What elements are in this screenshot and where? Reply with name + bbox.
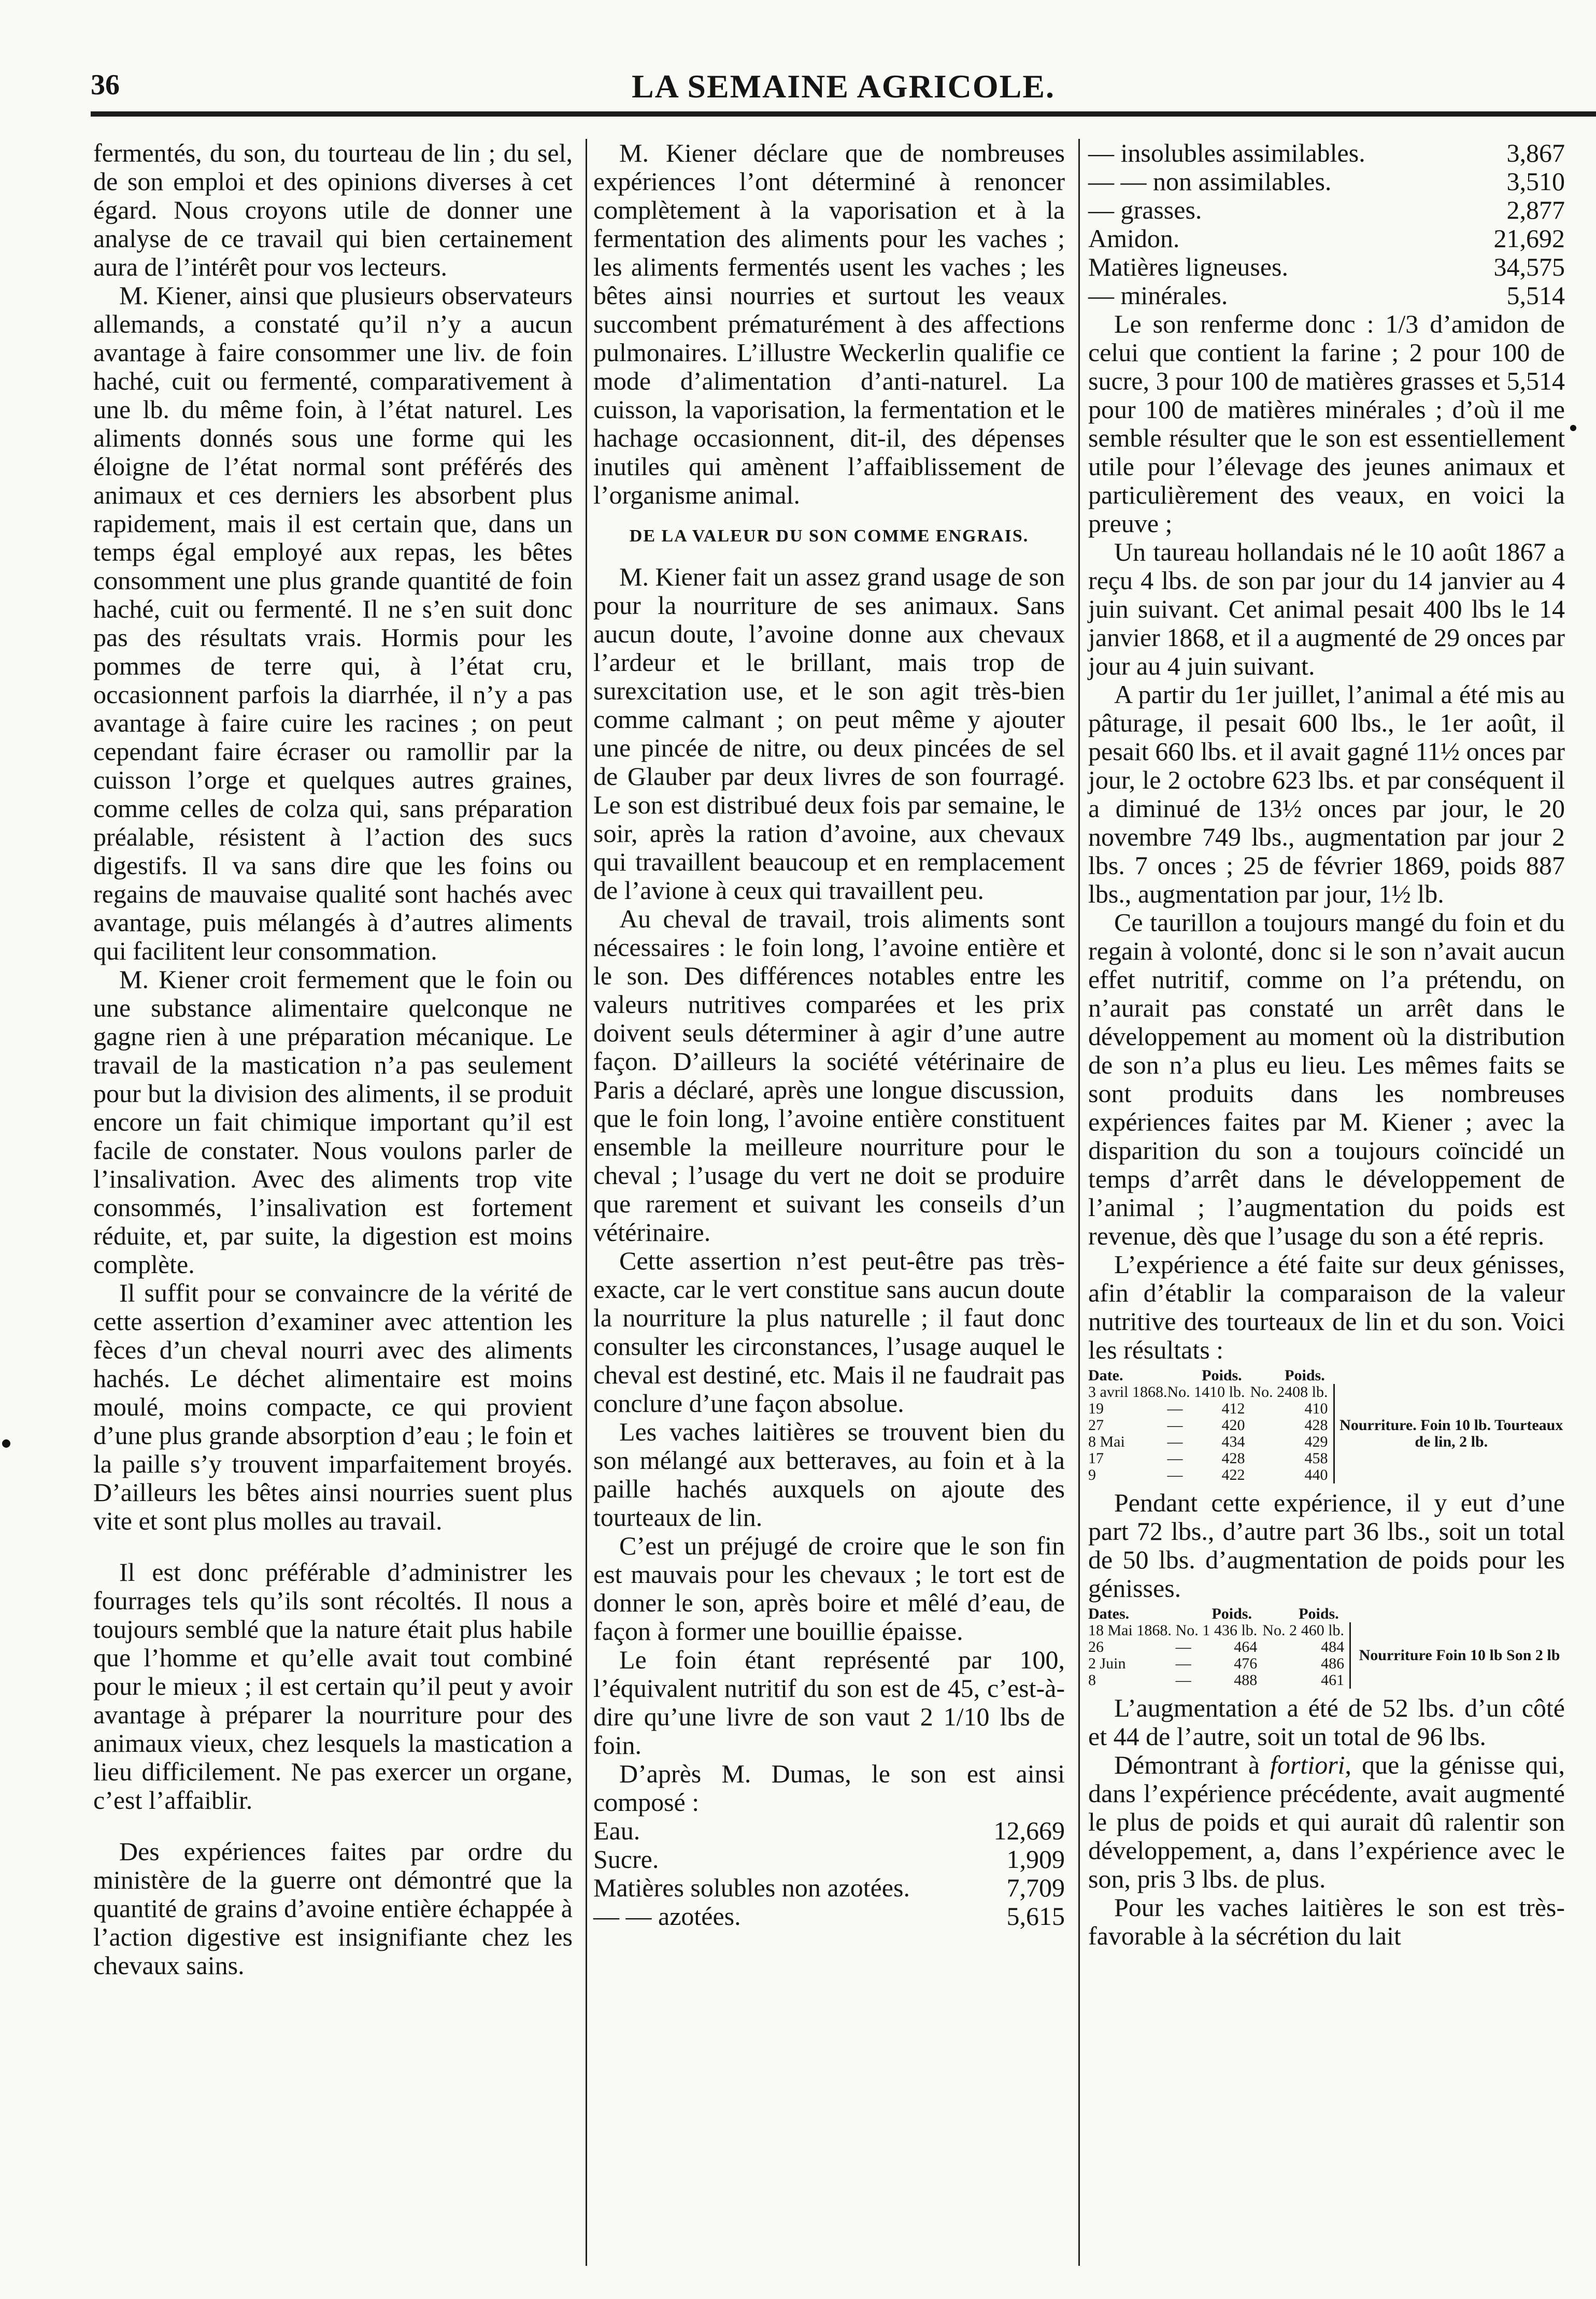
composition-value: 3,510 (1506, 167, 1565, 196)
table-cell: 8 Mai (1088, 1433, 1125, 1450)
table-cell: 410 lb. (1202, 1383, 1245, 1401)
paragraph: M. Kiener croit fermement que le foin ou une substance alimentaire quelconque ne gagne rien à une préparation mécanique. Le travail de la mastication n’a pas seulement pour but la division des aliments, il se produit encore un fait chimique important qu’il est facile de constater. Nous voulons parler de l’insalivation. Avec des aliments trop vite consommés, l’insalivation est fortement réduite, et, par suite, la digestion est moins complète. (93, 965, 573, 1279)
table-cell: No. 1 (1175, 1622, 1210, 1639)
table-cell: No. 2 (1250, 1383, 1285, 1401)
table-cell: — (1175, 1638, 1191, 1655)
table-header: Poids. (1285, 1367, 1325, 1384)
composition-row (593, 1902, 1065, 1931)
composition-label: Matières solubles non azotées. (593, 1873, 910, 1902)
column-1 (93, 139, 573, 1980)
paragraph: M. Kiener fait un assez grand usage de son pour la nourriture de ses animaux. Sans aucun doute, l’avoine donne aux chevaux l’ardeur et le brillant, mais trop de surexcitation use, et le son agit très-bien comme calmant ; on peut même y ajouter une pincée de nitre, ou deux pincées de sel de Glauber par deux livres de son fourragé. Le son est distribué deux fois par semaine, le soir, après la ration d’avoine, aux chevaux qui travaillent beaucoup et en remplacement de l’avione à ceux qui travaillent peu. (593, 562, 1065, 905)
composition-label: — grasses. (1088, 195, 1202, 224)
composition-label: — minérales. (1088, 281, 1228, 310)
table-cell: 464 (1234, 1638, 1258, 1655)
table-cell: — (1175, 1655, 1191, 1672)
paragraph: L’augmentation a été de 52 lbs. d’un côté et 44 de l’autre, soit un total de 96 lbs. (1088, 1693, 1565, 1751)
printer-dot (1570, 425, 1576, 431)
composition-value: 7,709 (1006, 1873, 1065, 1902)
paragraph: Il suffit pour se convaincre de la vérité de cette assertion d’examiner avec attention les fèces d’un cheval nourri avec des aliments hachés. Le déchet alimentaire est moins moulé, moins compacte, ce qui provient d’une plus grande absorption d’eau ; le foin et la paille s’y trouvent imparfaitement broyés. D’ailleurs les bêtes ainsi nourries suent plus vite et sont plus molles au travail. (93, 1278, 573, 1535)
composition-label: — — non assimilables. (1088, 167, 1332, 196)
paragraph: Les vaches laitières se trouvent bien du son mélangé aux betteraves, au foin et à la paille hachés auxquels on ajoute des tourteaux de lin. (593, 1417, 1065, 1532)
table-cell: 408 lb. (1285, 1383, 1328, 1401)
weights-table-2 (1088, 1606, 1565, 1689)
composition-label: Amidon. (1088, 224, 1180, 253)
feed-note: Nourriture Foin 10 lb Son 2 lb (1350, 1622, 1565, 1689)
table-cell: No. 2 (1262, 1622, 1297, 1639)
composition-value: 3,867 (1506, 138, 1565, 167)
table-cell: 436 lb. (1214, 1622, 1258, 1639)
table-cell: — (1167, 1400, 1183, 1417)
table-spacer (1334, 1367, 1565, 1384)
composition-label: — insolubles assimilables. (1088, 138, 1365, 167)
paragraph: fermentés, du son, du tourteau de lin ; du sel, de son emploi et des opinions diverses à cet égard. Nous croyons utile de donner une analyse de ce travail qui bien certainement aura de l’intérêt pour vos lecteurs. (93, 138, 573, 281)
composition-value: 2,877 (1506, 195, 1565, 224)
table-cell: 8 (1088, 1672, 1096, 1689)
table-cell: 27 (1088, 1417, 1104, 1434)
paragraph: Des expériences faites par ordre du ministère de la guerre ont démontré que la quantité de grains d’avoine entière échappée à l’action digestive est insignifiante chez les chevaux sains. (93, 1837, 573, 1980)
table-header: Poids. (1299, 1605, 1339, 1622)
composition-value: 1,909 (1006, 1845, 1065, 1874)
table-header-row (1088, 1606, 1565, 1622)
table-spacer (1262, 1606, 1299, 1622)
paragraph: Au cheval de travail, trois aliments sont nécessaires : le foin long, l’avoine entière et le son. Des différences notables entre les valeurs nutritives comparées et les prix doivent seuls déterminer à agir d’une autre façon. D’ailleurs la société vétérinaire de Paris a déclaré, après une longue discussion, que le foin long, l’avoine entière constituent ensemble la meilleure nourriture pour le cheval ; l’usage du vert ne doit se produire que rarement et suivant les conseils d’un vétérinaire. (593, 904, 1065, 1247)
table-header: Poids. (1202, 1367, 1242, 1384)
paragraph: M. Kiener déclare que de nombreuses expériences l’ont déterminé à renoncer complètement à la vaporisation et à la fermentation des aliments pour les vaches ; les aliments fermentés usent les vaches ; les bêtes ainsi nourries et surtout les veaux succombent prématurément à des affections pulmonaires. L’illustre Weckerlin qualifie ce mode d’alimentation d’anti-naturel. La cuisson, la vaporisation, la fermentation et le hachage occasionnent, dit-il, des dépenses inutiles qui amènent l’affaiblissement de l’organisme animal. (593, 138, 1065, 509)
table-cell: 19 (1088, 1400, 1104, 1417)
table-spacer (1250, 1367, 1285, 1384)
table-cell: 17 (1088, 1450, 1104, 1467)
table-cell (1250, 1417, 1285, 1434)
column-divider-1 (586, 139, 587, 2266)
table-row (1088, 1622, 1565, 1639)
composition-label: Eau. (593, 1816, 640, 1845)
table-cell: 412 (1221, 1400, 1245, 1417)
paragraph: D’après M. Dumas, le son est ainsi composé : (593, 1759, 1065, 1817)
paragraph: Pour les vaches laitières le son est très-favorable à la sécrétion du lait (1088, 1893, 1565, 1950)
composition-value: 21,692 (1493, 224, 1565, 253)
composition-row (593, 1817, 1065, 1845)
table-cell: 484 (1321, 1638, 1345, 1655)
table-cell: — (1167, 1417, 1183, 1434)
composition-label: Sucre. (593, 1845, 659, 1874)
table-cell: 18 Mai 1868. (1088, 1622, 1172, 1639)
table-cell: 434 (1221, 1433, 1245, 1450)
column-3 (1088, 139, 1565, 1950)
table-cell: 461 (1321, 1672, 1345, 1689)
table-cell: 476 (1234, 1655, 1258, 1672)
composition-row (1088, 224, 1565, 253)
table-cell (1250, 1434, 1285, 1450)
section-heading: DE LA VALEUR DU SON COMME ENGRAIS. (629, 526, 1029, 546)
composition-table-continued (1088, 139, 1565, 310)
paragraph: Le foin étant représenté par 100, l’équivalent nutritif du son est de 45, c’est-à-dire qu’une livre de son vaut 2 1/10 lbs de foin. (593, 1645, 1065, 1760)
page-number: 36 (91, 69, 120, 101)
composition-label: — — azotées. (593, 1902, 741, 1931)
paragraph: A partir du 1er juillet, l’animal a été mis au pâturage, il pesait 600 lbs., le 1er août, il pesait 660 lbs. et il avait gagné 11½ onces par jour, le 2 octobre 623 lbs. et par conséquent il a diminué de 13½ onces par jour, le 20 novembre 749 lbs., augmentation par jour 2 lbs. 7 onces ; 25 de février 1869, poids 887 lbs., augmentation par jour, 1½ lb. (1088, 680, 1565, 908)
table-cell: 2 Juin (1088, 1655, 1126, 1672)
paragraph: Ce taurillon a toujours mangé du foin et du regain à volonté, donc si le son n’avait aucun effet nutritif, comme on l’a prétendu, on n’aurait pas constaté un arrêt dans le développement au moment où la distribution de son n’a plus eu lieu. Les mêmes faits se sont produits dans les nombreuses expériences faites par M. Kiener ; avec la disparition du son a toujours coïncidé un temps d’arrêt dans le développement de l’animal ; l’augmentation du poids est revenue, dès que l’usage du son a été repris. (1088, 908, 1565, 1250)
page-header (91, 68, 1596, 105)
table-cell: 428 (1221, 1450, 1245, 1467)
composition-value: 34,575 (1493, 252, 1565, 281)
table-cell: 488 (1234, 1672, 1258, 1689)
header-rule (91, 111, 1596, 117)
composition-table (593, 1817, 1065, 1931)
table-cell: 420 (1221, 1417, 1245, 1434)
journal-title: LA SEMAINE AGRICOLE. (631, 68, 1056, 105)
composition-row (1088, 167, 1565, 196)
table-cell: 429 (1304, 1433, 1328, 1450)
paragraph: Pendant cette expérience, il y eut d’une part 72 lbs., d’autre part 36 lbs., soit un total de 50 lbs. d’augmentation de poids pour les génisses. (1088, 1488, 1565, 1603)
table-cell: — (1167, 1466, 1183, 1483)
table-cell (1262, 1655, 1299, 1672)
text-run: , que la génisse qui, dans l’expérience précédente, avait augmenté le plus de poids et qui aurait dû ralentir son développement, a, dans l’expérience avec le son, pris 3 lbs. de plus. (1088, 1750, 1565, 1893)
paragraph: Il est donc préférable d’administrer les fourrages tels qu’ils sont récoltés. Il nous a toujours semblé que la nature était plus habile que l’homme et qu’elle avait tout combiné pour le mieux ; il est certain qu’il peut y avoir avantage à préparer la nourriture pour des animaux vieux, chez lesquels la mastication a lieu difficilement. Ne pas exercer un organe, c’est l’affaiblir. (93, 1558, 573, 1815)
paragraph (1088, 1751, 1565, 1893)
table-cell: 422 (1221, 1466, 1245, 1483)
table-cell (1250, 1450, 1285, 1467)
text-run: Démontrant à (1114, 1750, 1271, 1779)
table-cell (1250, 1467, 1285, 1483)
composition-row (1088, 281, 1565, 310)
table-cell: 9 (1088, 1466, 1096, 1483)
paragraph: L’expérience a été faite sur deux génisses, afin d’établir la comparaison de la valeur nutritive des tourteaux de lin et du son. Voici les résultats : (1088, 1250, 1565, 1364)
paragraph: Un taureau hollandais né le 10 août 1867 a reçu 4 lbs. de son par jour du 14 janvier au 4 juin suivant. Cet animal pesait 400 lbs le 14 janvier 1868, et il a augmenté de 29 onces par jour au 4 juin suivant. (1088, 537, 1565, 680)
composition-value: 5,514 (1506, 281, 1565, 310)
composition-row (1088, 139, 1565, 167)
composition-row (593, 1845, 1065, 1874)
table-cell: — (1167, 1450, 1183, 1467)
table-cell: 410 (1304, 1400, 1328, 1417)
column-2 (593, 139, 1065, 1931)
composition-value: 12,669 (993, 1816, 1065, 1845)
table-cell: — (1175, 1672, 1191, 1689)
table-cell: 458 (1304, 1450, 1328, 1467)
weights-table-1 (1088, 1367, 1565, 1483)
table-cell: No. 1 (1167, 1383, 1202, 1401)
table-cell: 26 (1088, 1638, 1104, 1655)
italic-word: fortiori (1270, 1750, 1345, 1779)
column-divider-2 (1078, 139, 1080, 2266)
table-spacer (1176, 1606, 1212, 1622)
printer-dot (2, 1439, 10, 1448)
table-cell (1262, 1672, 1299, 1689)
composition-label: Matières ligneuses. (1088, 252, 1289, 281)
table-cell: 486 (1321, 1655, 1345, 1672)
composition-value: 5,615 (1006, 1902, 1065, 1931)
table-header: Dates. (1088, 1605, 1130, 1622)
table-cell: 428 (1304, 1417, 1328, 1434)
table-header: Poids. (1212, 1605, 1252, 1622)
table-header-row (1088, 1367, 1565, 1384)
table-cell: 3 avril 1868. (1088, 1383, 1167, 1401)
composition-row (593, 1874, 1065, 1902)
table-cell: — (1167, 1433, 1183, 1450)
paragraph: Le son renferme donc : 1/3 d’amidon de celui que contient la farine ; 2 pour 100 de sucre, 3 pour 100 de matières grasses et 5,514 pour 100 de matières minérales ; d’où il me semble résulter que le son est essentiellement utile pour l’élevage des jeunes animaux et particulièrement des veaux, en voici la preuve ; (1088, 309, 1565, 538)
paragraph: M. Kiener, ainsi que plusieurs observateurs allemands, a constaté qu’il n’y a aucun avantage à faire consommer une liv. de foin haché, cuit ou fermenté, comparativement à une lb. du même foin, à l’état naturel. Les aliments donnés sous une forme qui les éloigne de l’état normal sont préférés des animaux et ces derniers les absorbent plus rapidement, mais il est certain que, dans un temps égal employé aux repas, les bêtes consomment une plus grande quantité de foin haché, cuit ou fermenté. Il ne s’en suit donc pas des résultats vrais. Hormis pour les pommes de terre qui, à l’état cru, occasionnent parfois la diarrhée, il n’y a pas avantage à faire cuire les racines ; on peut cependant faire écraser ou ramollir par la cuisson l’orge et quelques autres graines, comme celles de colza qui, sans préparation préalable, résistent à l’action des sucs digestifs. Il va sans dire que les foins ou regains de mauvaise qualité sont hachés avec avantage, puis mélangés à d’autres aliments qui facilitent leur consommation. (93, 281, 573, 965)
table-cell: 440 (1304, 1466, 1328, 1483)
table-header: Date. (1088, 1367, 1123, 1384)
table-cell: 460 lb. (1301, 1622, 1345, 1639)
composition-row (1088, 253, 1565, 281)
table-spacer (1167, 1367, 1202, 1384)
table-cell (1262, 1639, 1299, 1655)
table-row (1088, 1384, 1565, 1401)
table-cell (1250, 1401, 1285, 1417)
composition-row (1088, 196, 1565, 224)
feed-note: Nourriture. Foin 10 lb. Tourteaux de lin, 2 lb. (1334, 1384, 1565, 1483)
paragraph: C’est un préjugé de croire que le son fin est mauvais pour les chevaux ; le tort est de donner le son, après boire et mêlé d’eau, de façon à former une bouillie épaisse. (593, 1531, 1065, 1646)
table-spacer (1350, 1606, 1565, 1622)
paragraph: Cette assertion n’est peut-être pas très-exacte, car le vert constitue sans aucun doute la nourriture la plus naturelle ; il faut donc consulter les circonstances, l’usage auquel le cheval est destiné, etc. Mais il ne faudrait pas conclure d’une façon absolue. (593, 1246, 1065, 1418)
